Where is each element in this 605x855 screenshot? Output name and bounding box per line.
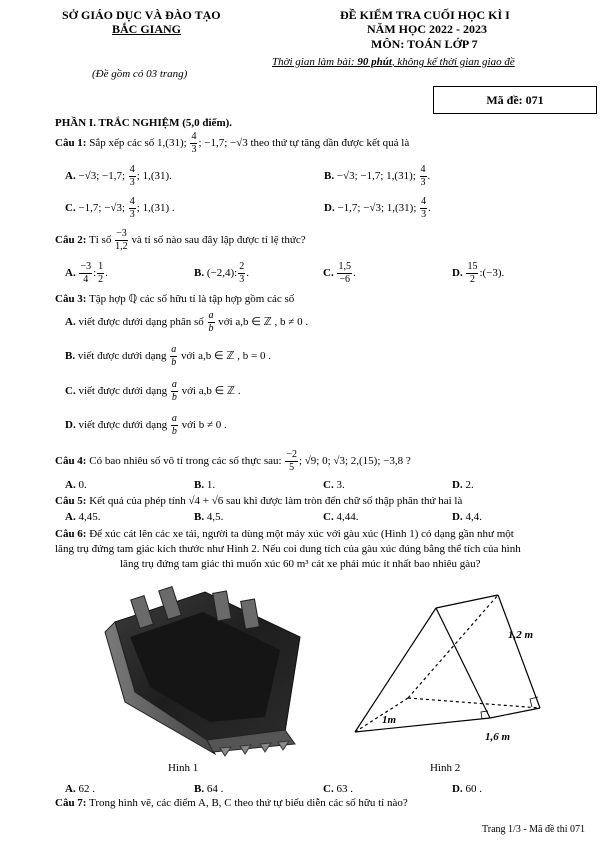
prism-figure xyxy=(340,590,555,750)
prism-edge xyxy=(436,608,490,718)
q1-option-b[interactable]: B. −√3; −1,7; 1,(31); $\frac{4}{3}$ . xyxy=(324,164,431,188)
dim-height: 1,2 m xyxy=(508,629,534,641)
question-2: Câu 2: Tỉ số $\frac{-3}{1,2}$ và tỉ số nào sau đây lập được tỉ lệ thức? xyxy=(55,228,306,252)
figure-1-caption: Hình 1 xyxy=(168,762,199,774)
question-1: Câu 1: Sắp xếp các số 1,(31); $\frac{4}{3}$ ; −1,7; −√3 theo thứ tự tăng dần được kết quả là xyxy=(55,131,410,155)
prism-edge xyxy=(498,595,540,708)
time-note: Thời gian làm bài: 90 phút, không kể thời gian giao đề xyxy=(272,56,515,68)
question-7: Câu 7: Trong hình vẽ, các điểm A, B, C theo thứ tự biểu diễn các số hữu tỉ nào? xyxy=(55,797,408,809)
q1-option-d[interactable]: D. −1,7; −√3; 1,(31); $\frac{4}{3}$ . xyxy=(324,196,431,220)
dim-depth: 1m xyxy=(382,714,397,726)
question-6-line-2: lăng trụ đứng tam giác kích thước như Hình 2. Nếu coi dung tích của gàu xúc đúng bằng thể tích của hình xyxy=(55,543,521,555)
province-name: BẮC GIANG xyxy=(112,22,182,36)
q3-option-d[interactable]: D. viết được dưới dạng $\frac{a}{b}$ với b ≠ 0 . xyxy=(65,413,227,437)
question-6-line-1: Câu 6: Để xúc cát lên các xe tải, người ta dùng một máy xúc với gàu xúc (Hình 1) có dạng gần như một xyxy=(55,528,514,540)
bucket-figure xyxy=(95,582,315,757)
q2-option-c[interactable]: C. $\frac{1,5}{-6}$ . xyxy=(323,261,356,285)
q5-option-c[interactable]: C. 4,44. xyxy=(323,511,359,523)
figure-2-caption: Hình 2 xyxy=(430,762,461,774)
page-footer: Trang 1/3 - Mã đề thi 071 xyxy=(482,824,585,835)
question-5: Câu 5: Kết quả của phép tính √4 + √6 sau khi được làm tròn đến chữ số thập phân thứ hai là xyxy=(55,495,463,507)
question-4: Câu 4: Có bao nhiêu số vô tỉ trong các số thực sau: $\frac{-2}{5}$ ; √9; 0; √3; 2,(15); −3,8 ? xyxy=(55,449,411,473)
q4-option-d[interactable]: D. 2. xyxy=(452,479,474,491)
q2-option-b[interactable]: B. (−2,4): $\frac{2}{3}$ . xyxy=(194,261,249,285)
department-name: SỞ GIÁO DỤC VÀ ĐÀO TẠO xyxy=(62,8,221,22)
q1-option-a[interactable]: A. −√3; −1,7; $\frac{4}{3}$ ; 1,(31). xyxy=(65,164,172,188)
subject: MÔN: TOÁN LỚP 7 xyxy=(371,37,478,51)
q4-option-c[interactable]: C. 3. xyxy=(323,479,345,491)
question-6-line-3: lăng trụ đứng tam giác thì muốn xúc 60 m³ cát xe phải múc ít nhất bao nhiêu gàu? xyxy=(120,558,481,570)
prism-edge xyxy=(490,708,540,718)
section-title: PHẦN I. TRẮC NGHIỆM (5,0 điểm). xyxy=(55,117,233,129)
question-3: Câu 3: Tập hợp ℚ các số hữu tỉ là tập hợp gồm các số xyxy=(55,293,295,305)
q6-option-a[interactable]: A. 62 . xyxy=(65,783,95,795)
q3-option-a[interactable]: A. viết được dưới dạng phân số $\frac{a}{b}$ với a,b ∈ ℤ , b ≠ 0 . xyxy=(65,310,309,334)
prism-hidden-edge xyxy=(408,698,540,708)
q2-option-a[interactable]: A. $\frac{-3}{4}$ : $\frac{1}{2}$ . xyxy=(65,261,108,285)
q4-option-a[interactable]: A. 0. xyxy=(65,479,87,491)
q2-option-d[interactable]: D. $\frac{15}{2}$ :(−3). xyxy=(452,261,505,285)
q5-option-b[interactable]: B. 4,5. xyxy=(194,511,224,523)
q1-option-c[interactable]: C. −1,7; −√3; $\frac{4}{3}$ ; 1,(31) . xyxy=(65,196,175,220)
q6-option-d[interactable]: D. 60 . xyxy=(452,783,482,795)
exam-code-box: Mã đề: 071 xyxy=(433,86,597,114)
pages-note: (Đề gồm có 03 trang) xyxy=(92,68,188,80)
q5-option-a[interactable]: A. 4,45. xyxy=(65,511,101,523)
q3-option-b[interactable]: B. viết được dưới dạng $\frac{a}{b}$ với a,b ∈ ℤ , b = 0 . xyxy=(65,344,271,368)
q5-option-d[interactable]: D. 4,4. xyxy=(452,511,482,523)
school-year: NĂM HỌC 2022 - 2023 xyxy=(367,22,487,36)
q6-option-b[interactable]: B. 64 . xyxy=(194,783,224,795)
dim-width: 1,6 m xyxy=(485,731,511,743)
prism-edge xyxy=(355,718,490,732)
q4-option-b[interactable]: B. 1. xyxy=(194,479,216,491)
q3-option-c[interactable]: C. viết được dưới dạng $\frac{a}{b}$ với a,b ∈ ℤ . xyxy=(65,379,241,403)
prism-hidden-edge xyxy=(408,595,498,698)
q6-option-c[interactable]: C. 63 . xyxy=(323,783,353,795)
exam-title: ĐỀ KIỂM TRA CUỐI HỌC KÌ I xyxy=(340,8,510,22)
